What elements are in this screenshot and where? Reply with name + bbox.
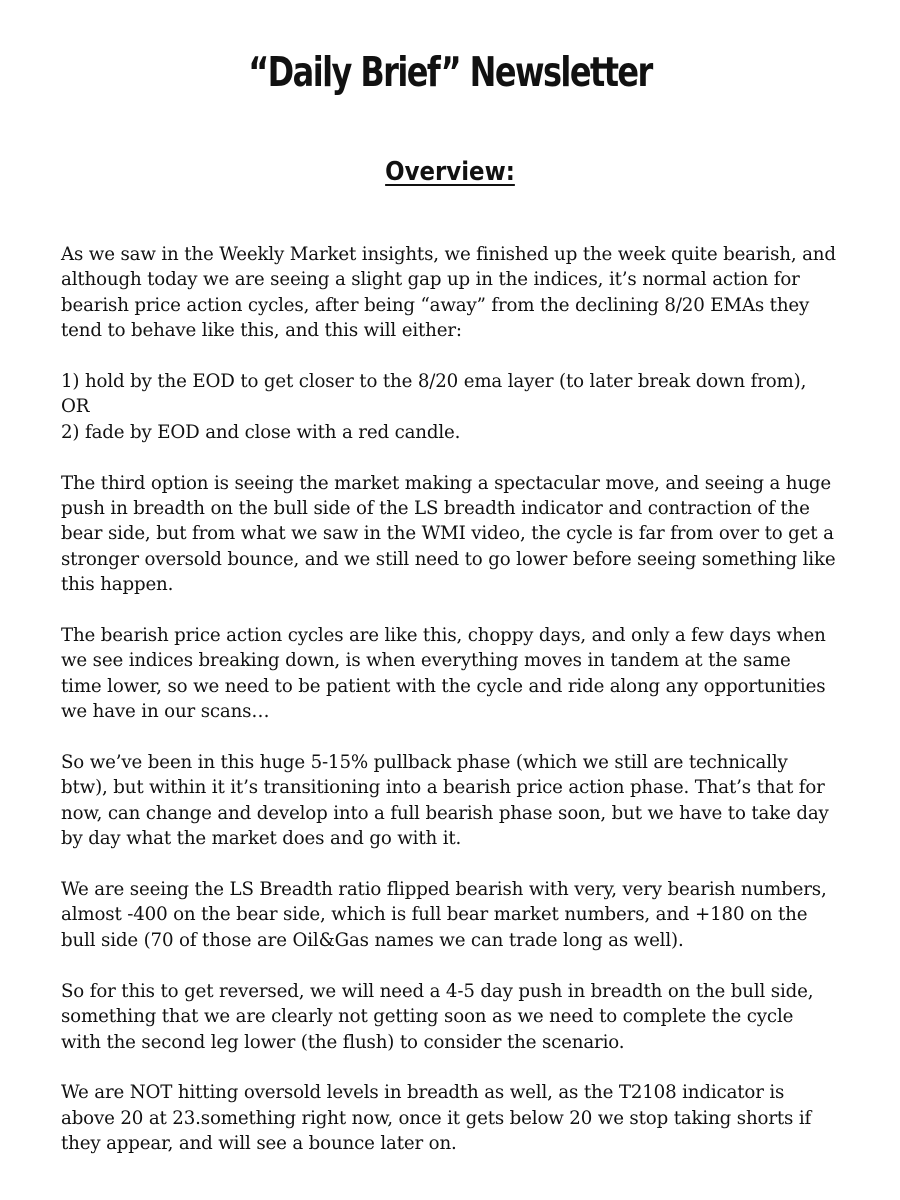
paragraph-pullback-phase: So we’ve been in this huge 5-15% pullback phase (which we still are technically btw), but within it it’s transitioning into a bearish price action phase. That’s that for now, can change and develop into a full bearish phase soon, but we have to take day by day what the market does and go with it. — [61, 752, 829, 850]
paragraph-price-cycles: The bearish price action cycles are like this, choppy days, and only a few days when we see indices breaking down, is when everything moves in tandem at the same time lower, so we need to be patient with the cycle and ride along any opportunities we have in our scans… — [61, 625, 826, 723]
option-item-1: 1) hold by the EOD to get closer to the 8/20 ema layer (to later break down from), OR — [61, 371, 807, 418]
newsletter-body — [61, 242, 836, 1182]
section-heading-overview: Overview: — [385, 157, 515, 187]
paragraph-oversold: We are NOT hitting oversold levels in breadth as well, as the T2108 indicator is above 20 at 23.something right now, once it gets below 20 we stop taking shorts if they appear, and will see a bounce later on. — [61, 1082, 812, 1155]
options-list — [61, 369, 836, 445]
option-item-2: 2) fade by EOD and close with a red candle. — [61, 421, 461, 443]
paragraph-intro: As we saw in the Weekly Market insights, we finished up the week quite bearish, and although today we are seeing a slight gap up in the indices, it’s normal action for bearish price action cycles, after being “away” from the declining 8/20 EMAs they tend to behave like this, and this will either: — [61, 244, 836, 342]
paragraph-third-option: The third option is seeing the market making a spectacular move, and seeing a huge push in breadth on the bull side of the LS breadth indicator and contraction of the bear side, but from what we saw in the WMI video, the cycle is far from over to get a stronger oversold bounce, and we still need to go lower before seeing something like this happen. — [61, 472, 836, 596]
paragraph-reversal: So for this to get reversed, we will need a 4-5 day push in breadth on the bull side, something that we are clearly not getting soon as we need to complete the cycle with the second leg lower (the flush) to consider the scenario. — [61, 980, 814, 1053]
newsletter-title: “Daily Brief” Newsletter — [248, 48, 652, 96]
paragraph-ls-breadth: We are seeing the LS Breadth ratio flipped bearish with very, very bearish numbers, almost -400 on the bear side, which is full bear market numbers, and +180 on the bull side (70 of those are Oil&Gas names we can trade long as well). — [61, 879, 827, 951]
